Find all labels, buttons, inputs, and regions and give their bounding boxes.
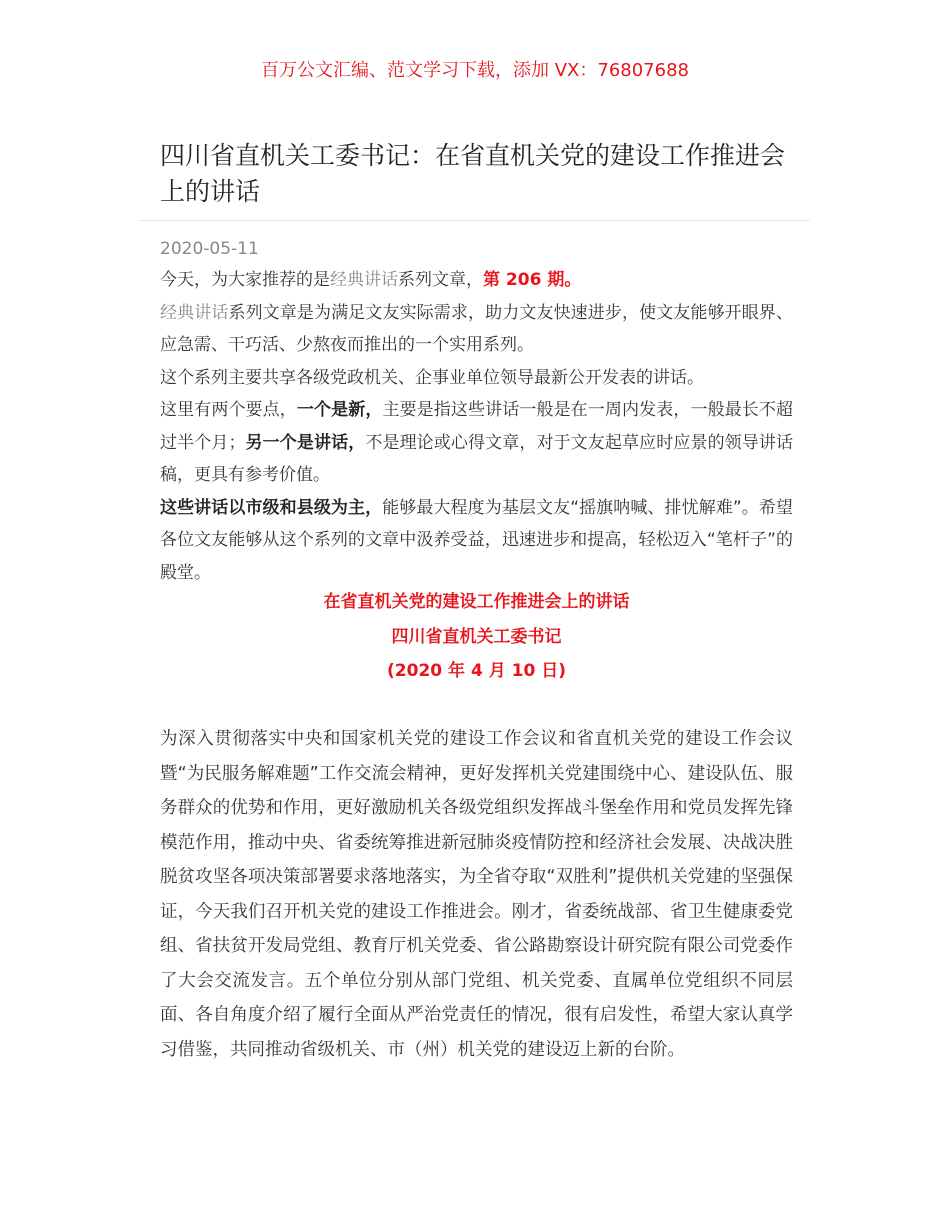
publish-date: 2020-05-11 — [160, 239, 259, 259]
speech-header — [160, 585, 793, 689]
key-point-speech: 另一个是讲话， — [245, 432, 366, 453]
intro-paragraph-4 — [160, 394, 793, 492]
title-divider — [140, 220, 810, 221]
intro-text: 系列文章， — [398, 270, 483, 290]
intro-text: 能够最大程度为基层文友“摇旗呐喊、排忧解难”。希望各位文友能够从这个系列的文章中汲养受益，迅速进步和提高，轻松迈入“笔杆子”的殿堂。 — [160, 497, 793, 583]
intro-paragraph-2 — [160, 297, 793, 362]
article-title: 四川省直机关工委书记：在省直机关党的建设工作推进会上的讲话 — [160, 141, 786, 206]
series-name: 经典讲话 — [160, 302, 229, 323]
key-point-new: 一个是新， — [296, 400, 383, 420]
speech-heading: 在省直机关党的建设工作推进会上的讲话 — [323, 592, 630, 612]
intro-paragraph-3: 这个系列主要共享各级党政机关、企事业单位领导最新公开发表的讲话。 — [160, 367, 704, 388]
intro-text: 不是理论或心得文章，对于文友起草应时应景的领导讲话稿，更具有参考价值。 — [160, 432, 794, 485]
speech-date: (2020 年 4 月 10 日) — [387, 661, 566, 681]
speech-paragraph: 为深入贯彻落实中央和国家机关党的建设工作会议和省直机关党的建设工作会议暨“为民服务解难题”工作交流会精神，更好发挥机关党建围绕中心、建设队伍、服务群众的优势和作用，更好激励机关各级党组织发挥战斗堡垒作用和党员发挥先锋模范作用，推动中央、省委统筹推进新冠肺炎疫情防控和经济社会发展、决战决胜脱贫攻坚各项决策部署要求落地落实，为全省夺取“双胜利”提供机关党建的坚强保证，今天我们召开机关党的建设工作推进会。刚才，省委统战部、省卫生健康委党组、省扶贫开发局党组、教育厅机关党委、省公路勘察设计研究院有限公司党委作了大会交流发言。五个单位分别从部门党组、机关党委、直属单位党组织不同层面、各自角度介绍了履行全面从严治党责任的情况，很有启发性，希望大家认真学习借鉴，共同推动省级机关、市（州）机关党的建设迈上新的台阶。 — [160, 729, 793, 1060]
issue-number: 第 206 期。 — [483, 270, 582, 290]
intro-paragraph-5 — [160, 492, 793, 590]
intro-text: 系列文章是为满足文友实际需求，助力文友快速进步，使文友能够开眼界、应急需、干巧活、少熬夜而推出的一个实用系列。 — [160, 302, 794, 355]
promo-banner: 百万公文汇编、范文学习下载，添加 VX：76807688 — [261, 60, 689, 81]
intro-paragraph-1 — [160, 264, 793, 297]
intro-text: 主要是指这些讲话一般是在一周内发表，一般最长不超过半个月； — [160, 400, 794, 453]
series-name: 经典讲话 — [330, 270, 398, 290]
intro-emphasis: 这些讲话以市级和县级为主， — [160, 497, 383, 518]
intro-text: 这里有两个要点， — [160, 400, 297, 420]
intro-text: 今天，为大家推荐的是 — [160, 270, 330, 290]
intro-section — [160, 264, 793, 589]
speech-speaker: 四川省直机关工委书记 — [391, 626, 562, 647]
